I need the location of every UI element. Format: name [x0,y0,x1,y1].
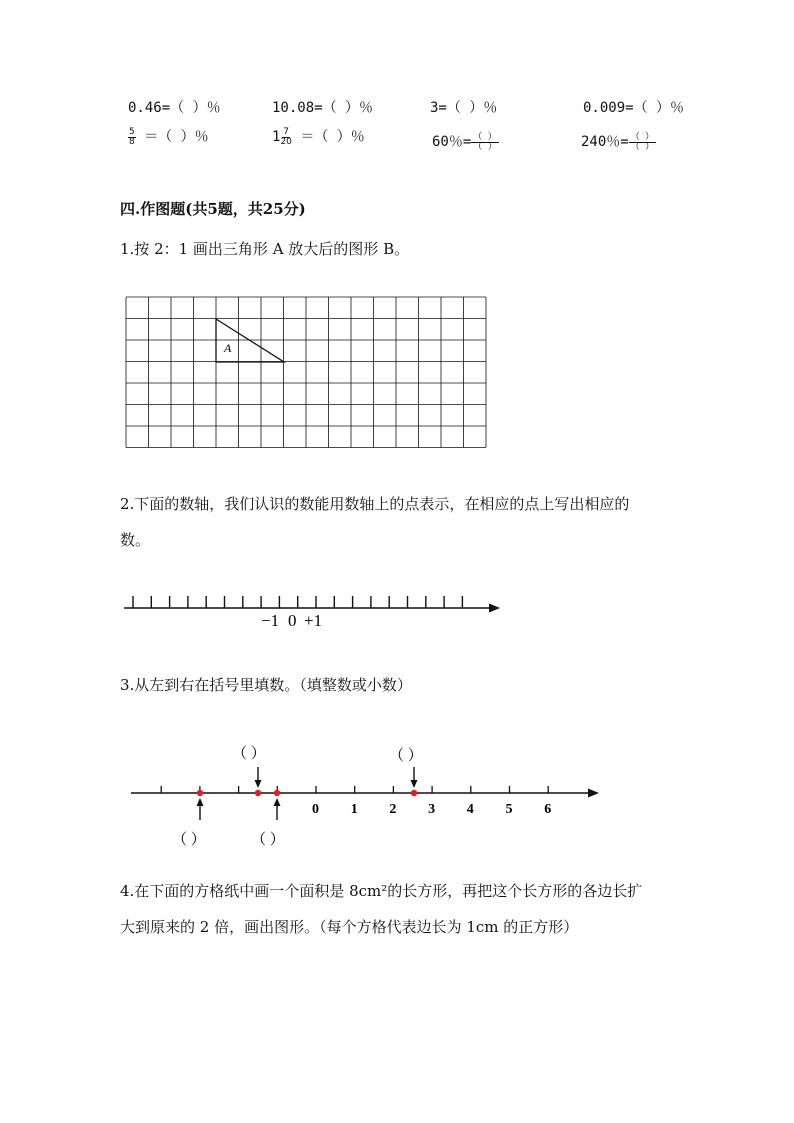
triangle-a-label: A [224,341,232,355]
point-b [255,790,261,796]
label-plus-1: +1 [304,611,323,630]
point-a [197,790,203,796]
question-1: 1.按 2：1 画出三角形 A 放大后的图形 B。 [120,240,410,258]
axis-arrow [489,604,500,613]
conversion-lead: 60％= [432,134,472,150]
fraction-numerator: 7 [283,126,290,137]
question-4-line-2: 大到原来的 2 倍，画出图形。（每个方格代表边长为 1cm 的正方形） [120,918,579,936]
fraction-denominator: 8 [129,136,135,147]
conversion-3: 3=（ ）％ [430,100,498,116]
axis-label-2: 2 [389,802,397,817]
number-line-q3 [131,745,599,848]
fraction-numerator: 5 [129,126,135,137]
up-arrow-c [274,798,281,820]
fraction-numerator-blank: （ ） [473,131,497,142]
mixed-whole: 1 [272,129,281,145]
question-2-line-2: 数。 [120,531,151,549]
axis-label-5: 5 [505,802,513,817]
blank-bottom-1: （ ） [172,832,206,848]
section-title: 四.作图题(共5题，共25分) [120,200,306,218]
conversion-lead: 240％= [581,134,629,150]
up-arrow-a [197,798,204,820]
fraction-denominator-blank: （ ） [630,141,655,152]
conversion-0-46: 0.46=（ ）％ [128,100,221,116]
axis-label-0: 0 [312,802,319,817]
axis-label-1: 1 [350,802,358,817]
grid-paper [126,297,486,448]
axis-label-6: 6 [544,802,552,817]
label-zero: 0 [288,611,297,630]
axis-label-4: 4 [466,802,474,817]
conversion-rest: ＝（ ）％ [144,129,209,145]
fraction-denominator: 20 [280,136,292,147]
question-3: 3.从左到右在括号里填数。（填整数或小数） [120,676,412,694]
down-arrow-d [411,767,418,788]
point-c [274,790,280,796]
blank-top-1: （ ） [232,746,266,762]
blank-bottom-2: （ ） [251,832,285,848]
point-d [411,790,417,796]
fraction-denominator-blank: （ ） [473,141,497,152]
blank-top-2: （ ） [389,748,423,764]
fraction-numerator-blank: （ ） [630,131,655,142]
conversion-0-009: 0.009=（ ）％ [583,100,685,116]
question-2-line-1: 2.下面的数轴，我们认识的数能用数轴上的点表示，在相应的点上写出相应的 [120,495,630,513]
question-4-line-1: 4.在下面的方格纸中画一个面积是 8cm²的长方形，再把这个长方形的各边长扩 [120,882,643,900]
conversion-10-08: 10.08=（ ）％ [272,100,374,116]
axis-label-3: 3 [428,802,436,817]
conversion-rest: ＝（ ）％ [300,129,365,145]
down-arrow-b [255,767,262,788]
number-line-q2 [124,596,500,630]
axis-arrow [588,789,599,798]
label-minus-1: −1 [261,611,280,630]
